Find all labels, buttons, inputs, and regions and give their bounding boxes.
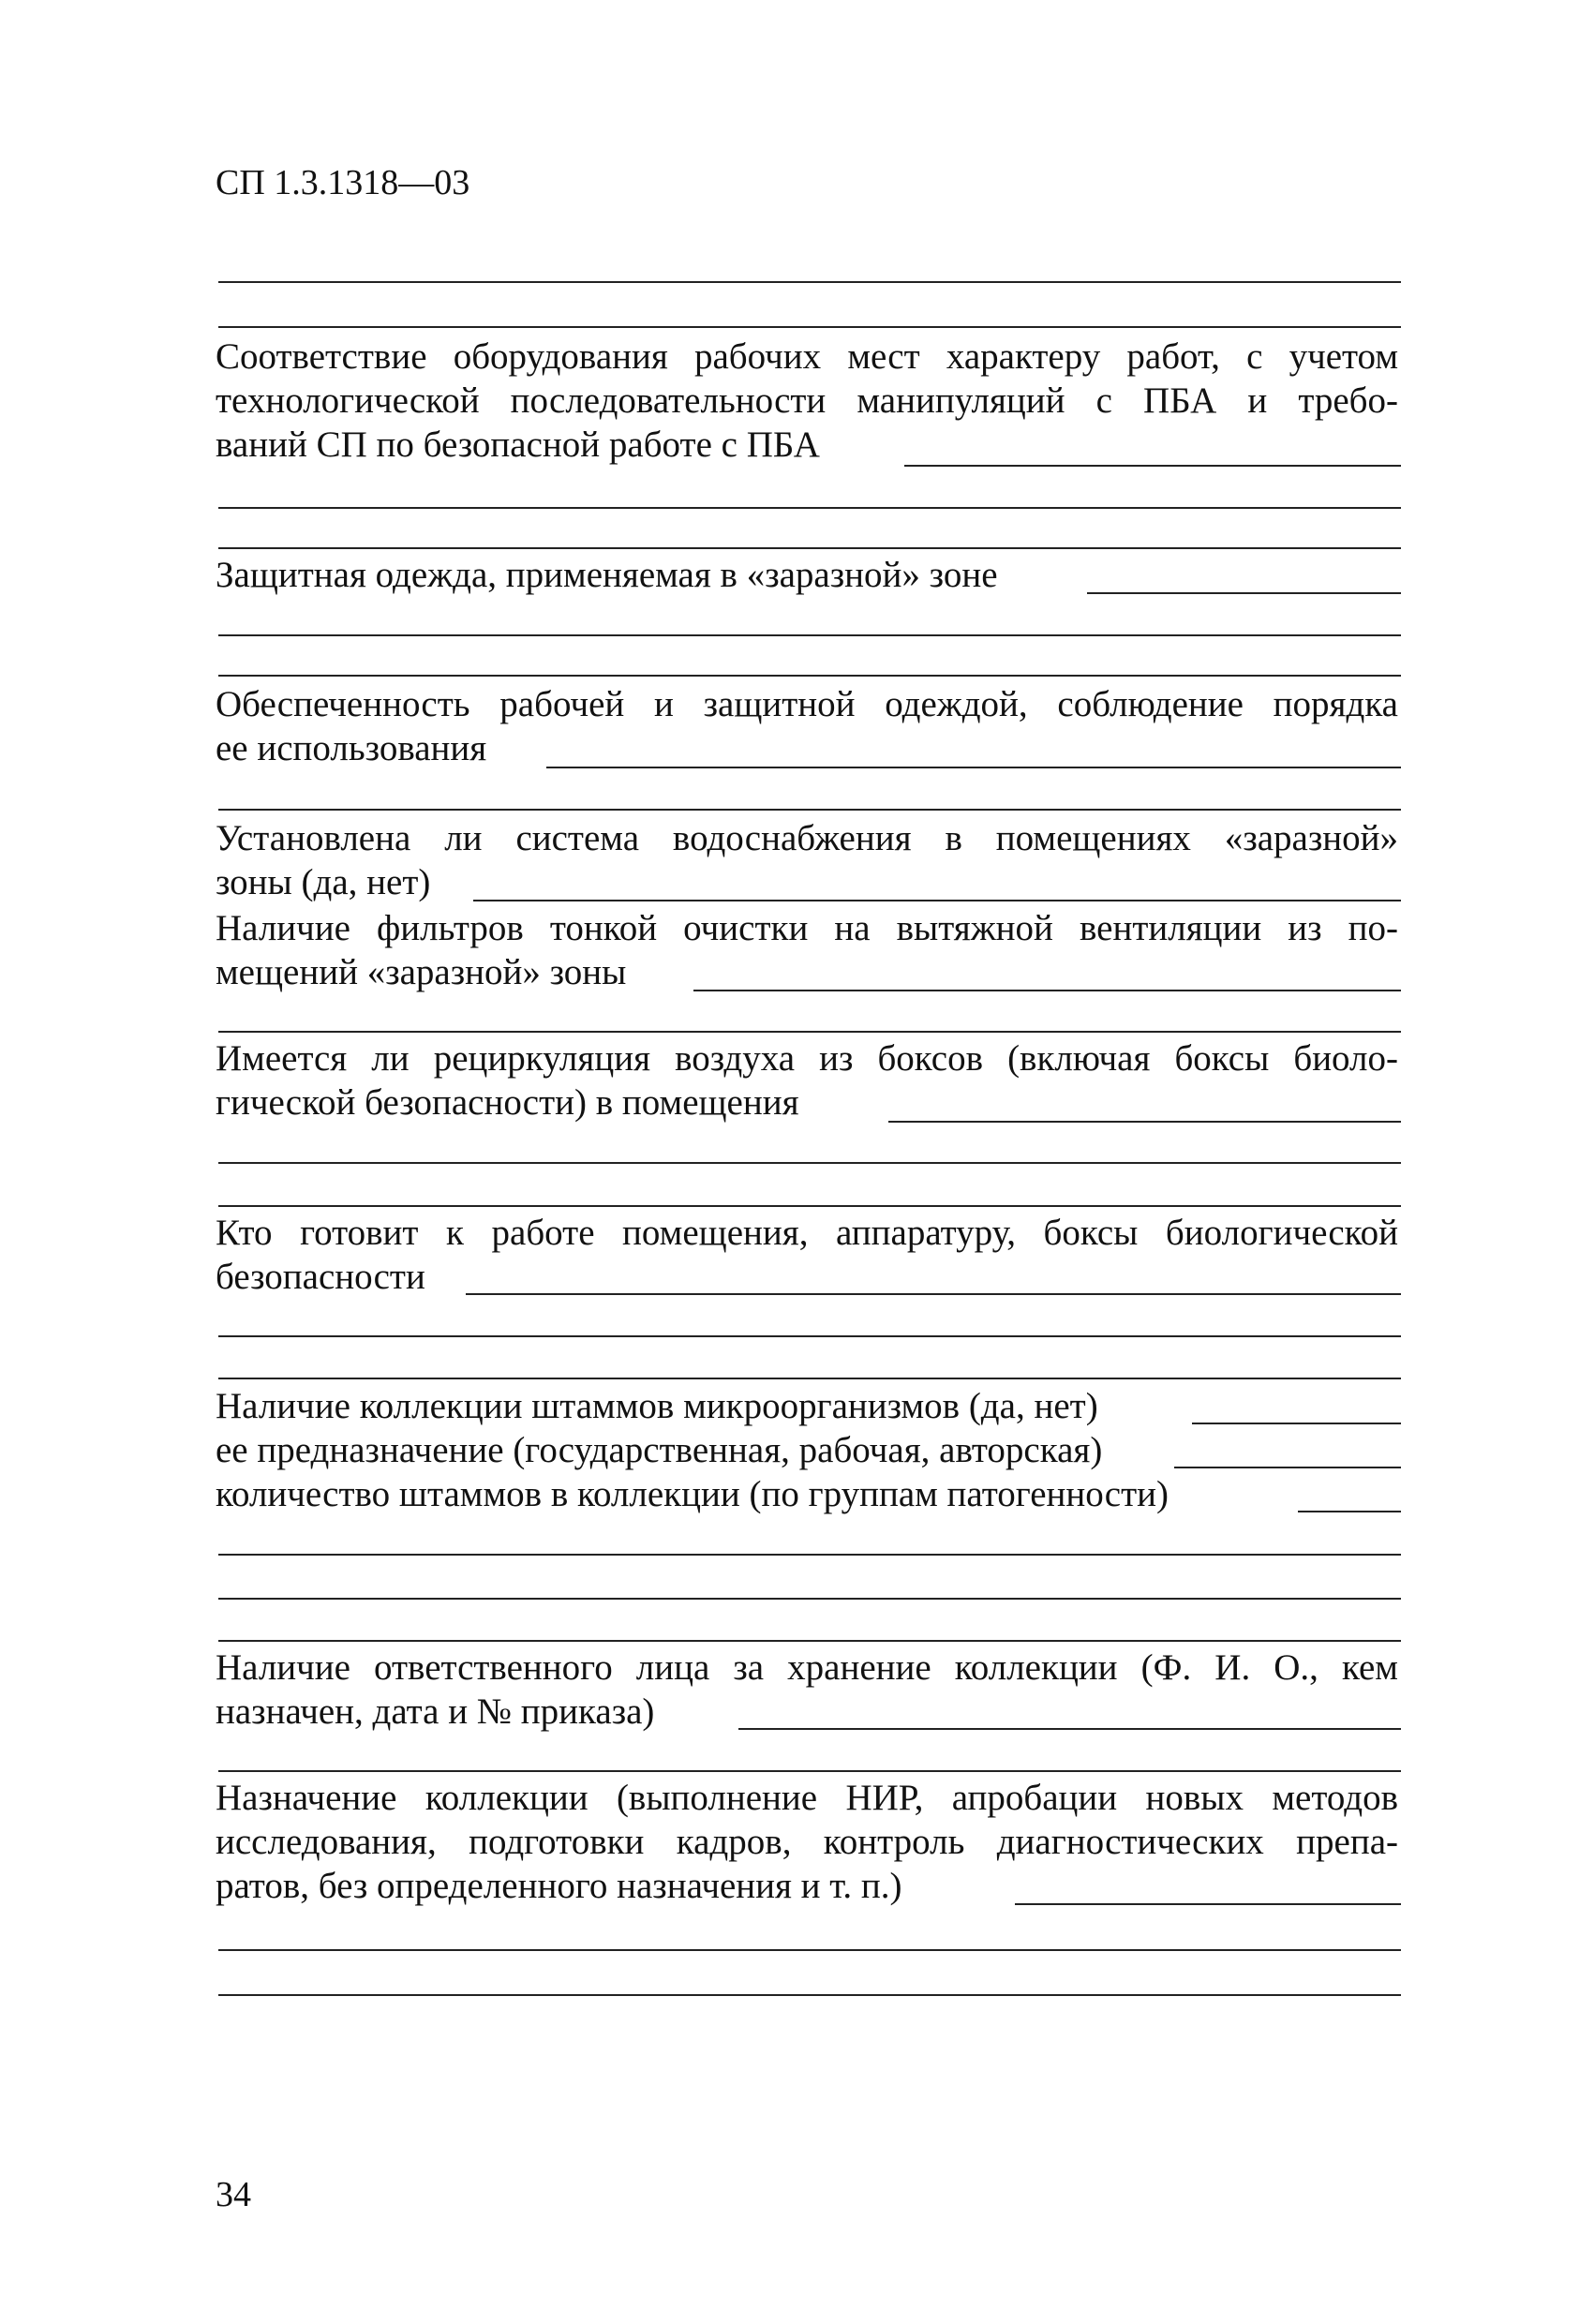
item-text-line: Кто готовит к работе помещения, аппаратуру, боксы биологической bbox=[216, 1213, 1398, 1253]
answer-line bbox=[693, 990, 1401, 991]
answer-line bbox=[1087, 592, 1401, 594]
item-text-line: Наличие ответственного лица за хранение коллекции (Ф. И. О., кем bbox=[216, 1647, 1398, 1688]
answer-line bbox=[888, 1121, 1401, 1123]
blank-line bbox=[218, 634, 1401, 636]
item-text-line: назначен, дата и № приказа) bbox=[216, 1691, 655, 1732]
blank-line bbox=[218, 1554, 1401, 1556]
blank-line bbox=[218, 1598, 1401, 1600]
blank-line bbox=[218, 1640, 1401, 1642]
item-text-line: гической безопасности) в помещения bbox=[216, 1082, 799, 1123]
item-text-line: технологической последовательности манипуляций с ПБА и требо- bbox=[216, 380, 1398, 421]
blank-line bbox=[218, 547, 1401, 549]
item-text-line: Назначение коллекции (выполнение НИР, апробации новых методов bbox=[216, 1778, 1398, 1818]
item-text-line: безопасности bbox=[216, 1257, 425, 1297]
answer-line bbox=[546, 767, 1401, 768]
answer-line bbox=[1192, 1423, 1401, 1424]
blank-line bbox=[218, 675, 1401, 677]
blank-line bbox=[218, 1031, 1401, 1033]
page-number: 34 bbox=[216, 2175, 251, 2214]
item-text-line: Обеспеченность рабочей и защитной одеждой, соблюдение порядка bbox=[216, 684, 1398, 724]
item-text-line: Наличие фильтров тонкой очистки на вытяжной вентиляции из по- bbox=[216, 908, 1398, 948]
document-code: СП 1.3.1318—03 bbox=[216, 163, 470, 202]
item-text-line: Соответствие оборудования рабочих мест характеру работ, с учетом bbox=[216, 336, 1398, 377]
answer-line bbox=[738, 1728, 1401, 1730]
item-text-line: Установлена ли система водоснабжения в помещениях «заразной» bbox=[216, 818, 1398, 858]
answer-line bbox=[1298, 1511, 1401, 1512]
item-text-line: ратов, без определенного назначения и т. п.) bbox=[216, 1866, 902, 1906]
blank-line bbox=[218, 507, 1401, 509]
blank-line bbox=[218, 1770, 1401, 1772]
blank-line bbox=[218, 1378, 1401, 1379]
item-text-line: Наличие коллекции штаммов микроорганизмов (да, нет) bbox=[216, 1386, 1098, 1426]
blank-line bbox=[218, 1949, 1401, 1951]
blank-line bbox=[218, 1205, 1401, 1207]
item-text-line: количество штаммов в коллекции (по группам патогенности) bbox=[216, 1474, 1169, 1514]
answer-line bbox=[1015, 1903, 1401, 1905]
answer-line bbox=[466, 1293, 1401, 1295]
item-text-line: исследования, подготовки кадров, контроль диагностических препа- bbox=[216, 1822, 1398, 1862]
blank-line bbox=[218, 326, 1401, 328]
item-text-line: Защитная одежда, применяемая в «заразной» зоне bbox=[216, 555, 998, 595]
item-text-line: Имеется ли рециркуляция воздуха из боксов (включая боксы биоло- bbox=[216, 1038, 1398, 1079]
item-text-line: мещений «заразной» зоны bbox=[216, 952, 627, 992]
item-text-line: ее использования bbox=[216, 728, 487, 768]
item-text-line: ваний СП по безопасной работе с ПБА bbox=[216, 425, 820, 465]
answer-line bbox=[1174, 1467, 1401, 1468]
answer-line bbox=[473, 900, 1401, 901]
answer-line bbox=[904, 465, 1401, 467]
item-text-line: зоны (да, нет) bbox=[216, 862, 431, 902]
blank-line bbox=[218, 1162, 1401, 1164]
item-text-line: ее предназначение (государственная, рабочая, авторская) bbox=[216, 1430, 1103, 1470]
blank-line bbox=[218, 1335, 1401, 1337]
blank-line bbox=[218, 281, 1401, 283]
blank-line bbox=[218, 1994, 1401, 1996]
blank-line bbox=[218, 809, 1401, 811]
